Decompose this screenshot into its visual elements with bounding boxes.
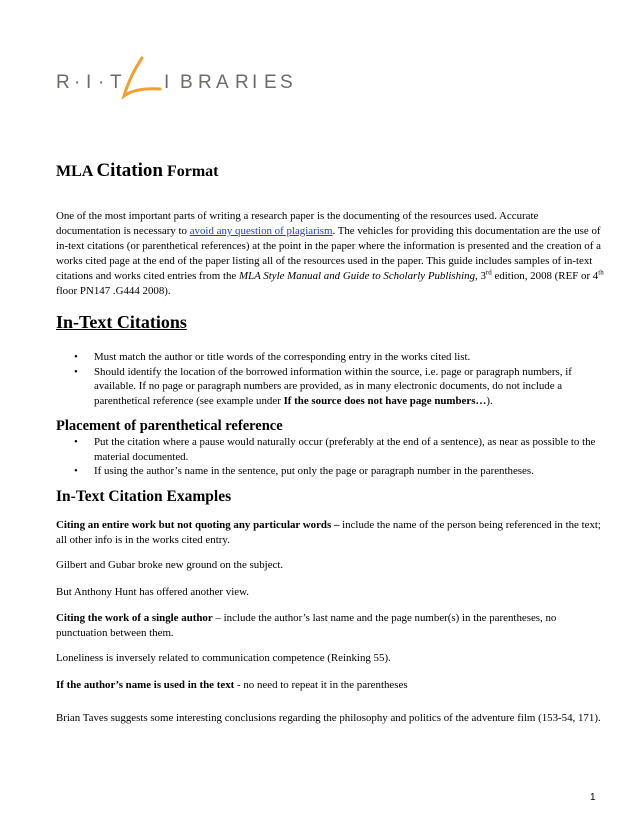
intro-text: floor PN147 .G444 2008). (56, 285, 171, 297)
placement-list (56, 435, 604, 479)
rit-libraries-logo (52, 56, 292, 102)
example-3-label: If the author’s name is used in the text (56, 679, 235, 691)
intro-text: , 3 (475, 270, 486, 282)
logo-letter: · (98, 72, 105, 93)
list-item (56, 464, 604, 479)
list-item-bold: If the source does not have page numbers… (283, 394, 487, 407)
example-2-line-1: Loneliness is inversely related to communication competence (Reinking 55). (56, 652, 391, 664)
logo-letter: B (180, 72, 193, 93)
example-1-line-1: Gilbert and Gubar broke new ground on the subject. (56, 559, 284, 571)
list-item (56, 435, 604, 464)
logo-letter: S (280, 72, 293, 93)
list-item (56, 365, 604, 409)
logo-letter: I (164, 72, 170, 93)
example-2-text: – include the author’s last name and the page number(s) in the parentheses, no punctuation between them. (56, 612, 557, 639)
logo-letter: R (198, 72, 212, 93)
page-number: 1 (590, 792, 596, 803)
logo-letter: I (252, 72, 258, 93)
example-1-text: include the name of the person being referenced in the text; all other info is in the works cited entry. (56, 519, 601, 546)
logo-letter: R (56, 72, 70, 93)
intro-superscript: th (598, 268, 604, 277)
example-1-paragraph (56, 518, 604, 548)
intro-paragraph (56, 209, 604, 299)
list-item-text: Put the citation where a pause would naturally occur (preferably at the end of a sentence), as near as possible to the material documented. (94, 436, 596, 463)
logo-letter: R (235, 72, 249, 93)
list-item-text: Should identify the location of the borrowed information within the source, i.e. page or paragraph numbers, if available. If no page or paragraph numbers are provided, as in many electronic documents, do not include a parenthetical reference (see example under (94, 365, 572, 407)
intro-book-title: MLA Style Manual and Guide to Scholarly Publishing (238, 270, 476, 282)
title-mla: MLA (56, 163, 97, 180)
in-text-citations-heading: In-Text Citations (56, 312, 187, 332)
example-2-label: Citing the work of a single author (56, 612, 213, 624)
logo-letter: · (74, 72, 81, 93)
bullet-icon: • (74, 436, 78, 448)
example-3-line-1: Brian Taves suggests some interesting conclusions regarding the philosophy and politics of the adventure film (153-54, 171). (56, 712, 601, 724)
bullet-icon: • (74, 465, 78, 477)
plagiarism-link[interactable]: avoid any question of plagiarism (189, 225, 333, 237)
title-format: Format (162, 163, 219, 180)
list-item-text: If using the author’s name in the sentence, put only the page or paragraph number in the parentheses. (94, 465, 534, 477)
example-3-paragraph (56, 678, 604, 693)
intro-text: edition, 2008 (REF or 4 (491, 270, 599, 282)
example-1-line-2: But Anthony Hunt has offered another view. (56, 586, 249, 598)
title-citation: Citation (96, 160, 163, 181)
example-3-text: - no need to repeat it in the parentheses (234, 679, 408, 691)
page-title (56, 160, 218, 182)
bullet-icon: • (74, 351, 78, 363)
intro-text: . The vehicles for providing this documentation are the use of in-text citations (or parenthetical references) at the point in the paper where the information is presented and the creation of a works cited page at the end of the paper listing all of the resources used in the paper. This guide includes samples of in-text citations and works cited entries from the (56, 225, 601, 282)
intro-superscript: rd (485, 268, 492, 277)
in-text-citations-list (56, 350, 604, 408)
logo-letter: E (264, 72, 277, 93)
examples-heading: In-Text Citation Examples (56, 488, 232, 505)
list-item-text: ). (486, 394, 493, 407)
example-1-label: Citing an entire work but not quoting any particular words – (56, 519, 340, 531)
example-2-paragraph (56, 611, 604, 641)
placement-heading: Placement of parenthetical reference (56, 418, 283, 434)
intro-text: One of the most important parts of writing a research paper is the documenting of the resources used. Accurate documentation is necessary to (56, 210, 539, 237)
bullet-icon: • (74, 365, 78, 378)
logo-letter: I (86, 72, 92, 93)
logo-letter: A (216, 72, 229, 93)
list-item (56, 350, 604, 365)
list-item-text: Must match the author or title words of the corresponding entry in the works cited list. (94, 351, 471, 363)
logo-letter: T (110, 72, 122, 93)
